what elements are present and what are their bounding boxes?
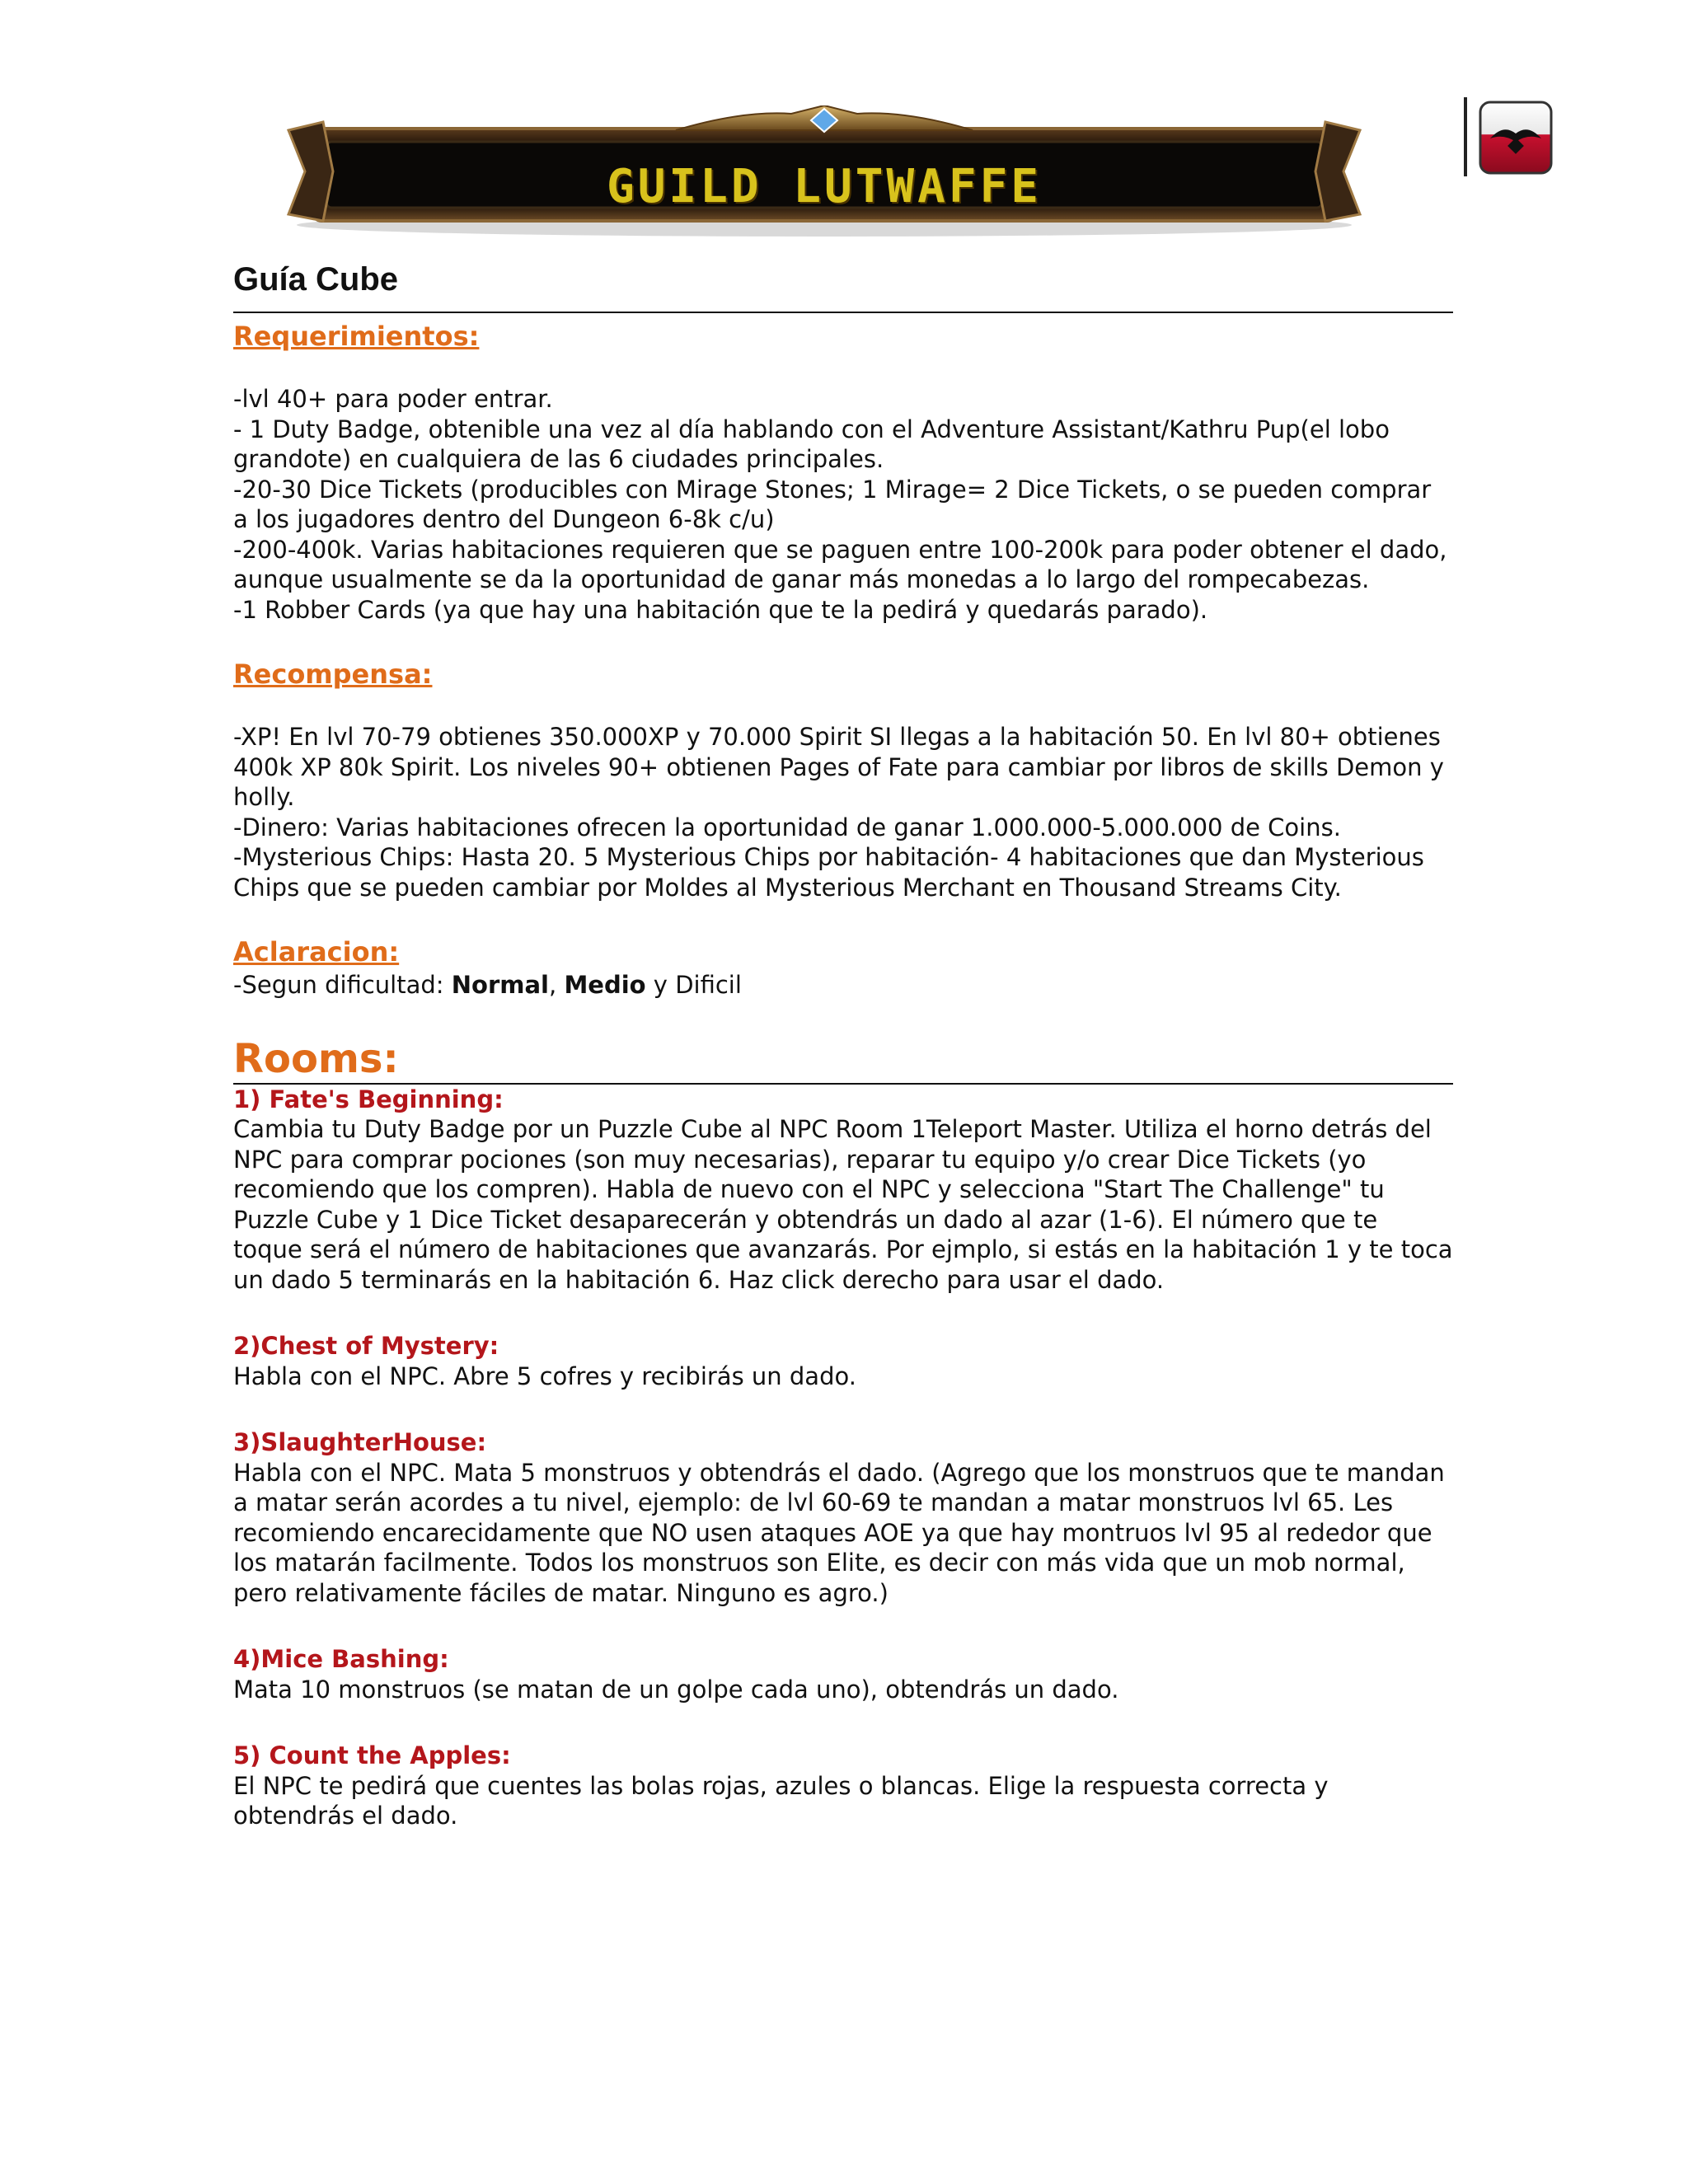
- banner-title: GUILD LUTWAFFE: [606, 160, 1042, 213]
- list-item: -20-30 Dice Tickets (producibles con Mirage Stones; 1 Mirage= 2 Dice Tickets, o se pueden comprar a los jugadores dentro del Dungeon 6-8k c/u): [233, 475, 1432, 533]
- room-description: Mata 10 monstruos (se matan de un golpe cada uno), obtendrás un dado.: [233, 1675, 1119, 1704]
- list-item: -Dinero: Varias habitaciones ofrecen la oportunidad de ganar 1.000.000-5.000.000 de Coins.: [233, 813, 1341, 841]
- rooms-title: Rooms:: [233, 1035, 1453, 1085]
- aclaracion-heading: Aclaracion:: [233, 936, 400, 968]
- room-heading: 3)SlaughterHouse:: [233, 1428, 487, 1456]
- eagle-emblem-icon: [1479, 101, 1553, 175]
- room-description: El NPC te pedirá que cuentes las bolas rojas, azules o blancas. Elige la respuesta correcta y obtendrás el dado.: [233, 1771, 1329, 1830]
- room-description: Cambia tu Duty Badge por un Puzzle Cube al NPC Room 1Teleport Master. Utiliza el horno detrás del NPC para comprar pociones (son muy necesarias), reparar tu equipo y/o crear Dice Tickets (yo recomiendo que los compren). Habla de nuevo con el NPC y selecciona "Start The Challenge" tu Puzzle Cube y 1 Dice Ticket desaparecerán y obtendrás un dado al azar (1-6). El número que te toque será el número de habitaciones que avanzarás. Por ejmplo, si estás en la habitación 1 y te toca un dado 5 terminarás en la habitación 6. Haz click derecho para usar el dado.: [233, 1115, 1453, 1294]
- list-item: -lvl 40+ para poder entrar.: [233, 385, 553, 413]
- list-item: -XP! En lvl 70-79 obtienes 350.000XP y 70.000 Spirit SI llegas a la habitación 50. En lvl 80+ obtienes 400k XP 80k Spirit. Los niveles 90+ obtienen Pages of Fate para cambiar por libros de skills Demon y holly.: [233, 723, 1444, 811]
- room-description: Habla con el NPC. Mata 5 monstruos y obtendrás el dado. (Agrego que los monstruos que te mandan a matar serán acordes a tu nivel, ejemplo: de lvl 60-69 te mandan a matar monstruos lvl 65. Les recomiendo encarecidamente que NO usen ataques AOE ya que hay montruos lvl 95 al rededor que los matarán facilmente. Todos los monstruos son Elite, es decir con más vida que un mob normal, pero relativamente fáciles de matar. Ninguno es agro.): [233, 1458, 1445, 1607]
- guild-logo: [1479, 101, 1553, 175]
- aclaracion-prefix: -Segun dificultad:: [233, 971, 452, 999]
- document-body: [233, 255, 1453, 1831]
- aclaracion-text: [233, 970, 1453, 1001]
- room-section: [233, 1741, 1453, 1831]
- list-item: -200-400k. Varias habitaciones requieren que se paguen entre 100-200k para poder obtener el dado, aunque usualmente se da la oportunidad de ganar más monedas a lo largo del rompecabezas.: [233, 535, 1447, 593]
- recompensa-heading: Recompensa:: [233, 658, 433, 690]
- page-title: Guía Cube: [233, 255, 1453, 313]
- difficulty-normal: Normal: [451, 971, 549, 999]
- header-divider: [1464, 97, 1467, 176]
- difficulty-medio: Medio: [564, 971, 646, 999]
- requerimientos-heading: Requerimientos:: [233, 321, 480, 352]
- room-section: [233, 1085, 1453, 1296]
- list-item: - 1 Duty Badge, obtenible una vez al día hablando con el Adventure Assistant/Kathru Pup(el lobo grandote) en cualquiera de las 6 ciudades principales.: [233, 415, 1390, 473]
- room-heading: 1) Fate's Beginning:: [233, 1085, 504, 1113]
- room-heading: 5) Count the Apples:: [233, 1741, 511, 1769]
- room-heading: 4)Mice Bashing:: [233, 1645, 449, 1673]
- list-item: -1 Robber Cards (ya que hay una habitación que te la pedirá y quedarás parado).: [233, 595, 1208, 624]
- room-heading: 2)Chest of Mystery:: [233, 1332, 499, 1360]
- list-item: -Mysterious Chips: Hasta 20. 5 Mysterious Chips por habitación- 4 habitaciones que dan Mysterious Chips que se pueden cambiar por Moldes al Mysterious Merchant en Thousand Streams City.: [233, 843, 1424, 902]
- aclaracion-separator: ,: [549, 971, 565, 999]
- room-section: [233, 1644, 1453, 1704]
- aclaracion-suffix: y Dificil: [645, 971, 742, 999]
- guild-banner: [280, 105, 1368, 237]
- room-section: [233, 1331, 1453, 1391]
- recompensa-list: [233, 722, 1453, 902]
- room-description: Habla con el NPC. Abre 5 cofres y recibirás un dado.: [233, 1361, 856, 1390]
- room-section: [233, 1427, 1453, 1608]
- requerimientos-list: [233, 384, 1453, 625]
